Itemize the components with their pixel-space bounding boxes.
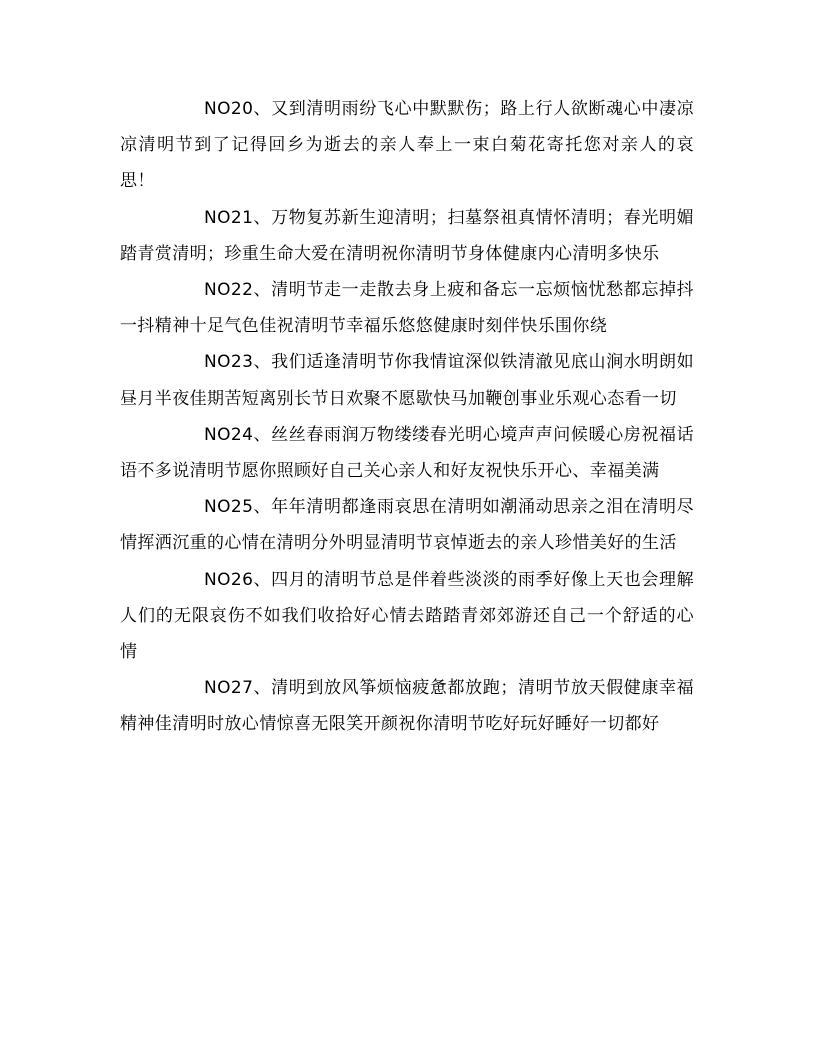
paragraph-no21: NO21、万物复苏新生迎清明；扫墓祭祖真情怀清明；春光明媚踏青赏清明；珍重生命大爱在清明祝你清明节身体健康内心清明多快乐 <box>120 207 694 264</box>
document-body <box>120 91 694 743</box>
paragraph-no25: NO25、年年清明都逢雨哀思在清明如潮涌动思亲之泪在清明尽情挥洒沉重的心情在清明分外明显清明节哀悼逝去的亲人珍惜美好的生活 <box>120 497 694 554</box>
paragraph-no20: NO20、又到清明雨纷飞心中默默伤；路上行人欲断魂心中凄凉凉清明节到了记得回乡为逝去的亲人奉上一束白菊花寄托您对亲人的哀思！ <box>120 99 694 192</box>
paragraph-no26: NO26、四月的清明节总是伴着些淡淡的雨季好像上天也会理解人们的无限哀伤不如我们收拾好心情去踏踏青郊郊游还自己一个舒适的心情 <box>120 569 694 663</box>
paragraph-no27: NO27、清明到放风筝烦恼疲惫都放跑；清明节放天假健康幸福精神佳清明时放心情惊喜无限笑开颜祝你清明节吃好玩好睡好一切都好 <box>120 678 694 735</box>
paragraph-no23: NO23、我们适逢清明节你我情谊深似铁清澈见底山涧水明朗如昼月半夜佳期苦短离别长节日欢聚不愿歇快马加鞭创事业乐观心态看一切 <box>120 352 694 409</box>
paragraph-no24: NO24、丝丝春雨润万物缕缕春光明心境声声问候暖心房祝福话语不多说清明节愿你照顾好自己关心亲人和好友祝快乐开心、幸福美满 <box>120 424 694 482</box>
paragraph-no22: NO22、清明节走一走散去身上疲和备忘一忘烦恼忧愁都忘掉抖一抖精神十足气色佳祝清明节幸福乐悠悠健康时刻伴快乐围你绕 <box>120 280 694 337</box>
